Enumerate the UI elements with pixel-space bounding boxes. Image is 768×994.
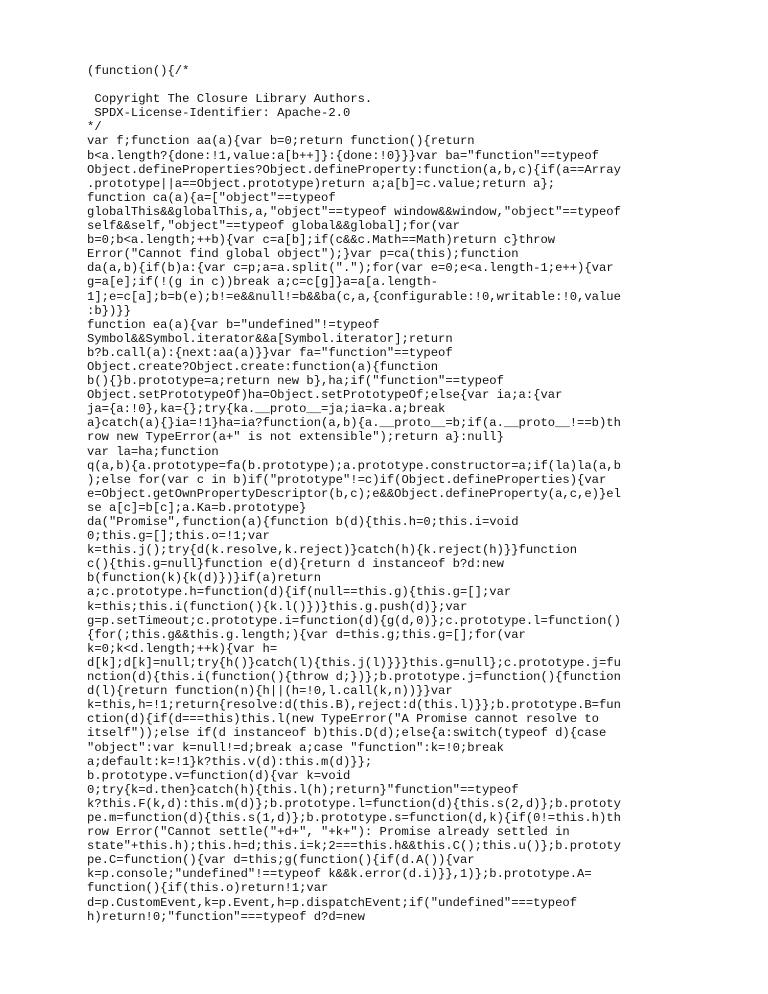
code-line: pe.C=function(){var d=this;g(function(){if(d.A()){var (87, 853, 475, 868)
code-line: g=a[e];if(!(g in c))break a;c=c[g]}a=a[a.length- (87, 275, 439, 290)
code-line: b<a.length?{done:!1,value:a[b++]}:{done:!0}}}var ba="function"==typeof (87, 148, 599, 163)
code-line (87, 78, 687, 92)
code-line: function(){if(this.o)return!1;var (87, 881, 329, 896)
code-line: itself"));else if(d instanceof b)this.D(d);else{a:switch(typeof d){case (87, 726, 607, 741)
code-line: k=this;this.i(function(){k.l()})}this.g.push(d)};var (87, 599, 468, 614)
code-line: b(){}b.prototype=a;return new b},ha;if("function"==typeof (87, 374, 504, 389)
code-line: a}catch(a){}ia=!1}ha=ia?function(a,b){a.__proto__=b;if(a.__proto__!==b)th (87, 416, 621, 431)
code-line: );else for(var c in b)if("prototype"!=c)if(Object.defineProperties){var (87, 472, 607, 487)
code-line: a;default:k=!1}k?this.v(d):this.m(d)}}; (87, 754, 373, 769)
code-line: da(a,b){if(b)a:{var c=p;a=a.split(".");for(var e=0;e<a.length-1;e++){var (87, 261, 614, 276)
code-block (87, 64, 687, 924)
code-line: k=p.console;"undefined"!==typeof k&&k.error(d.i)}},1)};b.prototype.A= (87, 867, 592, 882)
code-line: .prototype||a==Object.prototype)return a;a[b]=c.value;return a}; (87, 176, 556, 191)
code-line: k=this,h=!1;return{resolve:d(this.B),reject:d(this.l)}};b.prototype.B=fun (87, 698, 621, 713)
code-line: 0;this.g=[];this.o=!1;var (87, 529, 270, 544)
code-line: b=0;b<a.length;++b){var c=a[b];if(c&&c.Math==Math)return c}throw (87, 233, 556, 248)
code-line: Object.setPrototypeOf)ha=Object.setPrototypeOf;else{var ia;a:{var (87, 388, 563, 403)
code-line: var f;function aa(a){var b=0;return function(){return (87, 134, 475, 149)
code-line: nction(d){this.i(function(){throw d;})};b.prototype.j=function(){function (87, 670, 621, 685)
code-line: Symbol&&Symbol.iterator&&a[Symbol.iterator];return (87, 331, 453, 346)
code-line: ja={a:!0},ka={};try{ka.__proto__=ja;ia=ka.a;break (87, 402, 446, 417)
code-line: b?b.call(a):{next:aa(a)}}var fa="function"==typeof (87, 345, 453, 360)
code-line: q(a,b){a.prototype=fa(b.prototype);a.prototype.constructor=a;if(la)la(a,b (87, 458, 621, 473)
code-line: d[k];d[k]=null;try{h()}catch(l){this.j(l)}}}this.g=null};c.prototype.j=fu (87, 655, 621, 670)
code-line: (function(){/* (87, 64, 190, 78)
code-line: {for(;this.g&&this.g.length;){var d=this.g;this.g=[];for(var (87, 627, 526, 642)
code-line: SPDX-License-Identifier: Apache-2.0 (87, 106, 351, 121)
code-line: k=0;k<d.length;++k){var h= (87, 641, 278, 656)
code-line: globalThis&&globalThis,a,"object"==typeof window&&window,"object"==typeof (87, 204, 621, 219)
code-line: ction(d){if(d===this)this.l(new TypeError("A Promise cannot resolve to (87, 712, 599, 727)
code-line: g=p.setTimeout;c.prototype.i=function(d){g(d,0)};c.prototype.l=function() (87, 613, 621, 628)
code-line: row new TypeError(a+" is not extensible");return a}:null} (87, 430, 504, 445)
code-line: var la=ha;function (87, 444, 219, 459)
code-line: function ca(a){a=["object"==typeof (87, 190, 336, 205)
code-line: :b})}} (87, 303, 131, 318)
code-line: 1];e=c[a];b=b(e);b!=e&&null!=b&&ba(c,a,{configurable:!0,writable:!0,value (87, 289, 621, 304)
code-line: c(){this.g=null}function e(d){return d instanceof b?d:new (87, 557, 504, 572)
code-line: e=Object.getOwnPropertyDescriptor(b,c);e&&Object.defineProperty(a,c,e)}el (87, 486, 621, 501)
code-line: k?this.F(k,d):this.m(d)};b.prototype.l=function(d){this.s(2,d)};b.prototy (87, 796, 621, 811)
code-line: state"+this.h);this.h=d;this.i=k;2===this.h&&this.C();this.u()};b.prototy (87, 839, 621, 854)
code-line: function ea(a){var b="undefined"!=typeof (87, 317, 380, 332)
code-line: Copyright The Closure Library Authors. (87, 92, 373, 107)
code-line: Object.defineProperties?Object.defineProperty:function(a,b,c){if(a==Array (87, 162, 621, 177)
code-line: d=p.CustomEvent,k=p.Event,h=p.dispatchEvent;if("undefined"===typeof (87, 895, 578, 910)
code-line: b.prototype.v=function(d){var k=void (87, 768, 351, 783)
code-line: b(function(k){k(d)})}if(a)return (87, 571, 322, 586)
code-line: h)return!0;"function"===typeof d?d=new (87, 909, 365, 924)
code-line: row Error("Cannot settle("+d+", "+k+"): Promise already settled in (87, 825, 570, 840)
code-line: Object.create?Object.create:function(a){function (87, 359, 439, 374)
code-line: da("Promise",function(a){function b(d){this.h=0;this.i=void (87, 515, 519, 529)
code-line: d(l){return function(n){h||(h=!0,l.call(k,n))}}var (87, 684, 453, 699)
code-line: self&&self,"object"==typeof global&&global];for(var (87, 219, 460, 234)
code-line: se a[c]=b[c];a.Ka=b.prototype} (87, 500, 307, 515)
code-line: pe.m=function(d){this.s(1,d)};b.prototype.s=function(d,k){if(0!=this.h)th (87, 810, 621, 825)
code-line: */ (87, 120, 102, 135)
code-line: k=this.j();try{d(k.resolve,k.reject)}catch(h){k.reject(h)}}function (87, 543, 578, 558)
code-line: "object":var k=null!=d;break a;case "function":k=!0;break (87, 740, 504, 755)
code-line: a;c.prototype.h=function(d){if(null==this.g){this.g=[];var (87, 585, 512, 600)
code-line: 0;try{k=d.then}catch(h){this.l(h);return}"function"==typeof (87, 782, 519, 797)
code-line: Error("Cannot find global object");}var p=ca(this);function (87, 247, 519, 262)
